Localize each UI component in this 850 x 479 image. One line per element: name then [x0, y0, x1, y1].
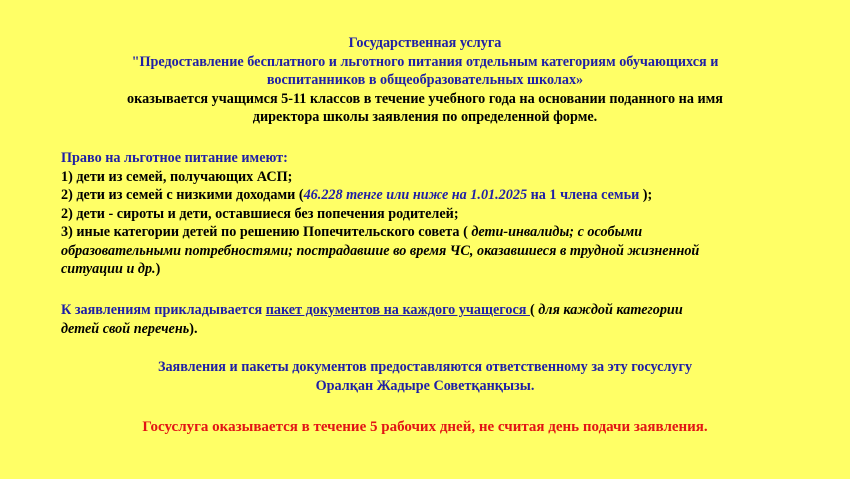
other-categories-line-1: дети-инвалиды; с особыми [471, 224, 643, 240]
documents-line-2 [61, 320, 801, 339]
service-description-line-2: директора школы заявления по определенной форме. [252, 109, 598, 125]
eligibility-item-2 [61, 186, 801, 205]
responsible-section [0, 358, 850, 395]
service-name-line-1: "Предоставление бесплатного и льготного питания отдельным категориям обучающихся и [131, 53, 719, 70]
documents-open-paren: ( [529, 302, 539, 318]
service-description-line-1: оказывается учащимся 5-11 классов в течение учебного года на основании поданного на имя [127, 90, 723, 107]
eligibility-item-3: 2) дети - сироты и дети, оставшиеся без попечения родителей; [61, 205, 459, 222]
other-categories-line-2: образовательными потребностями; пострадавшие во время ЧС, оказавшиеся в трудной жизненной [61, 242, 700, 259]
responsible-line-1: Заявления и пакеты документов предоставляются ответственному за эту госуслугу [157, 359, 693, 375]
documents-note-line-2: детей свой перечень [61, 320, 190, 337]
documents-note-line-1: для каждой категории [538, 302, 683, 318]
responsible-person: Оралқан Жадыре Советқанқызы. [315, 377, 535, 394]
service-term [0, 418, 850, 437]
documents-package-link[interactable]: пакет документов на каждого учащегося [265, 302, 530, 318]
eligibility-item-1: 1) дети из семей, получающих АСП; [61, 168, 293, 185]
per-family-member: на 1 члена семьи [527, 187, 640, 203]
documents-prefix: К заявлениям прикладывается [61, 302, 266, 318]
service-name-line-2: воспитанников в общеобразовательных школах» [266, 72, 584, 88]
other-categories-close: ) [155, 261, 161, 277]
documents-close: ). [189, 320, 198, 337]
other-categories-line-3 [61, 260, 801, 279]
documents-line-1 [61, 301, 801, 320]
income-threshold: 46.228 тенге или ниже на 1.01.2025 [303, 187, 528, 203]
eligibility-heading: Право на льготное питание имеют: [61, 150, 288, 166]
other-categories-end: ситуации и др. [61, 261, 156, 277]
eligibility-item-4-prefix: 3) иные категории детей по решению Попечительского совета ( [61, 224, 472, 240]
service-title: Государственная услуга [348, 35, 502, 51]
eligibility-item-2-prefix: 2) дети из семей с низкими доходами ( [61, 187, 304, 203]
service-term-text: Госуслуга оказывается в течение 5 рабочих дней, не считая день подачи заявления. [142, 419, 708, 435]
eligibility-item-4 [61, 223, 801, 242]
documents-section [61, 301, 801, 338]
service-header [0, 34, 850, 127]
eligibility-section [61, 149, 801, 279]
eligibility-item-2-suffix: ); [639, 187, 653, 203]
